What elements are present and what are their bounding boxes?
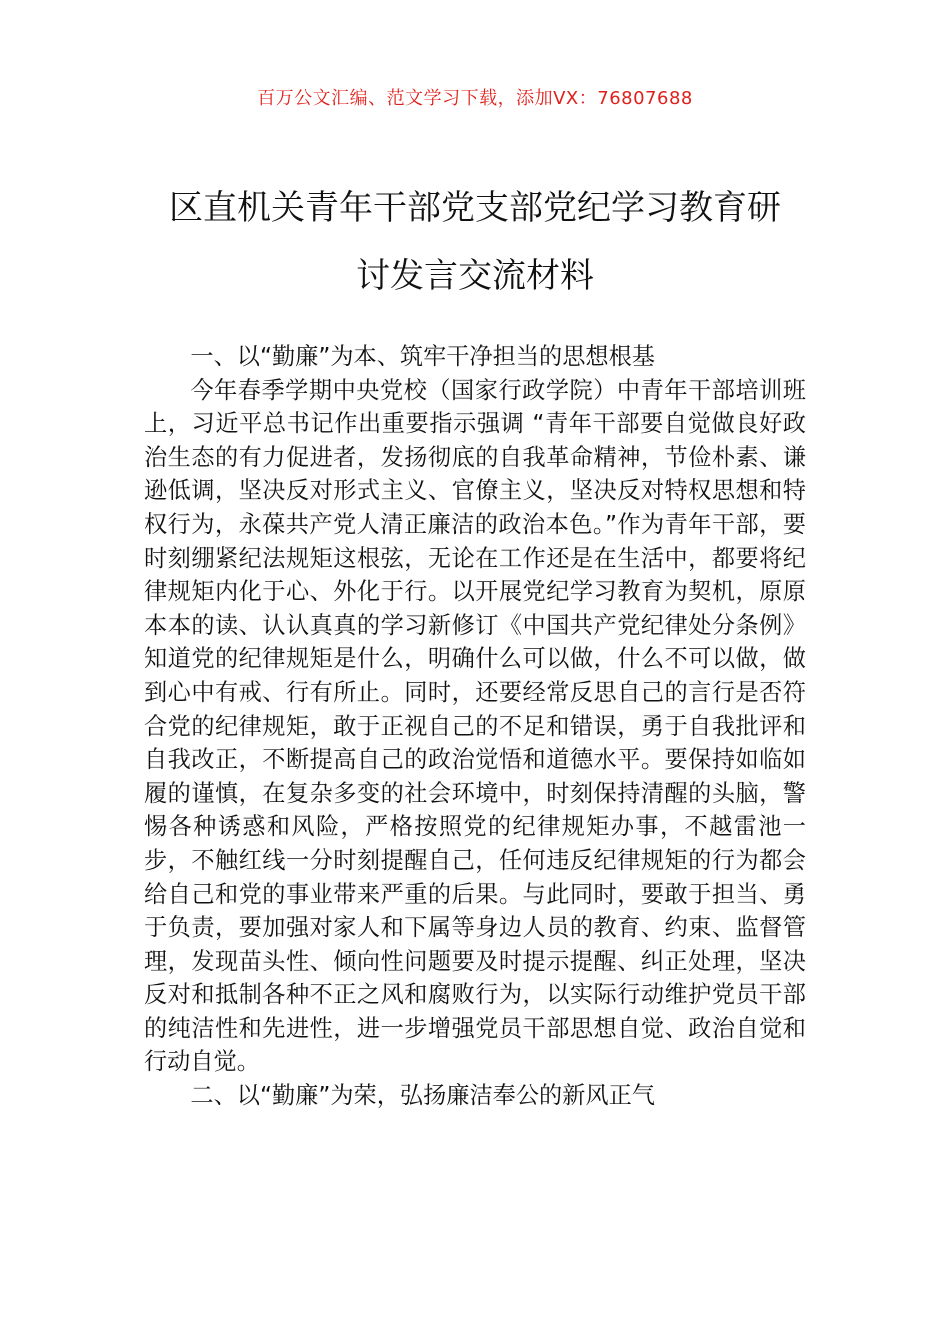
section-heading-2: 二、以“勤廉”为荣，弘扬廉洁奉公的新风正气 xyxy=(190,1082,655,1110)
body-paragraph-1: 今年春季学期中央党校（国家行政学院）中青年干部培训班上，习近平总书记作出重要指示强调 “青年干部要自觉做良好政治生态的有力促进者，发扬彻底的自我革命精神，节俭朴素、谦逊低调，坚决反对形式主义、官僚主义，坚决反对特权思想和特权行为，永葆共产党人清正廉洁的政治本色。”作为青年干部，要时刻绷紧纪法规矩这根弦，无论在工作还是在生活中，都要将纪律规矩内化于心、外化于行。以开展党纪学习教育为契机，原原本本的读、认认真真的学习新修订《中国共产党纪律处分条例》知道党的纪律规矩是什么，明确什么可以做，什么不可以做，做到心中有戒、行有所止。同时，还要经常反思自己的言行是否符合党的纪律规矩，敢于正视自己的不足和错误，勇于自我批评和自我改正，不断提高自己的政治觉悟和道德水平。要保持如临如履的谨慎，在复杂多变的社会环境中，时刻保持清醒的头脑，警惕各种诱惑和风险，严格按照党的纪律规矩办事，不越雷池一步，不触红线一分时刻提醒自己，任何违反纪律规矩的行为都会给自己和党的事业带来严重的后果。与此同时，要敢于担当、勇于负责，要加强对家人和下属等身边人员的教育、约束、监督管理，发现苗头性、倾向性问题要及时提示提醒、纠正处理，坚决反对和抵制各种不正之风和腐败行为，以实际行动维护党员干部的纯洁性和先进性，进一步增强党员干部思想自觉、政治自觉和行动自觉。 xyxy=(144,376,806,1076)
promo-header-note: 百万公文汇编、范文学习下载，添加VX：76807688 xyxy=(257,88,693,109)
document-body xyxy=(144,340,806,1113)
document-title-line-2: 讨发言交流材料 xyxy=(356,256,594,296)
document-title-line-1: 区直机关青年干部党支部党纪学习教育研 xyxy=(169,188,781,228)
section-heading-1: 一、以“勤廉”为本、筑牢干净担当的思想根基 xyxy=(190,343,655,370)
